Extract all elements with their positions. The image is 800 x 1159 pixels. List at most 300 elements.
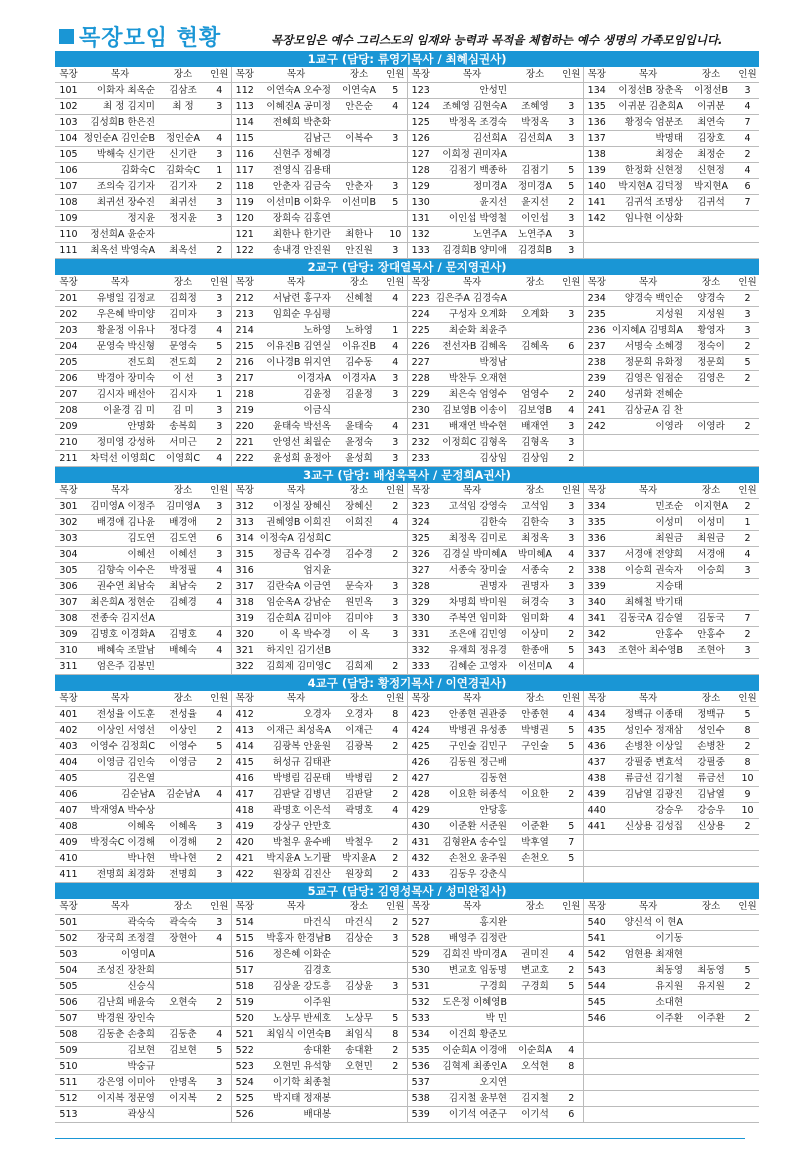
group-number: 307 <box>55 595 82 611</box>
group-number: 546 <box>583 1011 610 1027</box>
leader-names: 강승우 <box>610 803 686 819</box>
member-count: 2 <box>736 291 759 307</box>
column-header: 장소 <box>334 67 384 83</box>
group-number: 406 <box>55 787 82 803</box>
page-title: 목장모임 현황 <box>79 26 222 51</box>
column-header: 인원 <box>736 275 759 291</box>
member-count: 2 <box>384 547 407 563</box>
column-header: 목장 <box>583 275 610 291</box>
group-number: 511 <box>55 1075 82 1091</box>
column-header: 인원 <box>384 899 407 915</box>
table-row <box>55 595 759 611</box>
leader-names: 양신석 이 현A <box>610 915 686 931</box>
member-count <box>208 771 231 787</box>
table-row <box>55 1075 759 1091</box>
leader-names: 이요한 허종석 <box>434 787 510 803</box>
group-number: 533 <box>407 1011 434 1027</box>
member-count <box>736 403 759 419</box>
leader-names: 최한나 한기란 <box>258 227 334 243</box>
meeting-place: 장혜신 <box>334 499 384 515</box>
meeting-place: 정인순A <box>158 131 208 147</box>
member-count: 5 <box>560 819 583 835</box>
leader-names: 김동원 정근배 <box>434 755 510 771</box>
leader-names: 류금선 김기철 <box>610 771 686 787</box>
leader-names: 김상윤 강도흥 <box>258 979 334 995</box>
group-number: 214 <box>231 323 258 339</box>
meeting-place <box>686 995 736 1011</box>
member-count <box>384 115 407 131</box>
member-count: 2 <box>208 723 231 739</box>
group-number: 301 <box>55 499 82 515</box>
column-header: 목장 <box>55 899 82 915</box>
meeting-place: 오현민 <box>334 1059 384 1075</box>
member-count: 3 <box>384 387 407 403</box>
column-header: 인원 <box>208 275 231 291</box>
group-number: 427 <box>407 771 434 787</box>
meeting-place: 손병찬 <box>686 739 736 755</box>
column-header: 장소 <box>158 899 208 915</box>
group-number: 232 <box>407 435 434 451</box>
member-count <box>736 579 759 595</box>
district-title-bar <box>55 675 759 692</box>
member-count: 3 <box>208 499 231 515</box>
leader-names: 이지혜A 김명희A <box>610 323 686 339</box>
leader-names: 최옥선 박영숙A <box>82 243 158 259</box>
meeting-place <box>158 947 208 963</box>
meeting-place: 정문희 <box>686 355 736 371</box>
group-number: 508 <box>55 1027 82 1043</box>
meeting-place <box>686 387 736 403</box>
group-number: 440 <box>583 803 610 819</box>
group-number: 506 <box>55 995 82 1011</box>
meeting-place: 오석현 <box>510 1059 560 1075</box>
group-number: 205 <box>55 355 82 371</box>
group-number: 341 <box>583 611 610 627</box>
group-number: 222 <box>231 451 258 467</box>
meeting-place <box>686 1075 736 1091</box>
leader-names: 박재영A 박수상 <box>82 803 158 819</box>
member-count <box>560 291 583 307</box>
leader-names: 박찬두 오재현 <box>434 371 510 387</box>
group-number: 215 <box>231 339 258 355</box>
column-header: 장소 <box>334 275 384 291</box>
column-header: 목장 <box>407 691 434 707</box>
member-count: 3 <box>208 867 231 883</box>
district-title-bar <box>55 259 759 276</box>
member-count: 3 <box>208 419 231 435</box>
meeting-place: 박나현 <box>158 851 208 867</box>
member-count <box>384 963 407 979</box>
group-number: 102 <box>55 99 82 115</box>
group-number: 332 <box>407 643 434 659</box>
leader-names: 배경애 김나윤 <box>82 515 158 531</box>
meeting-place <box>686 931 736 947</box>
group-number: 203 <box>55 323 82 339</box>
group-number <box>583 1075 610 1091</box>
column-header: 장소 <box>158 67 208 83</box>
member-count: 4 <box>208 643 231 659</box>
group-number: 140 <box>583 179 610 195</box>
leader-names: 김시자 배선아 <box>82 387 158 403</box>
table-row <box>55 723 759 739</box>
meeting-place: 최임식 <box>334 1027 384 1043</box>
group-number: 207 <box>55 387 82 403</box>
group-number: 309 <box>55 627 82 643</box>
table-row <box>55 627 759 643</box>
leader-names: 이영금 김인숙 <box>82 755 158 771</box>
table-row <box>55 995 759 1011</box>
member-count: 2 <box>384 915 407 931</box>
leader-names: 김은주A 김경숙A <box>434 291 510 307</box>
member-count: 3 <box>208 403 231 419</box>
meeting-place: 강필중 <box>686 755 736 771</box>
member-count: 3 <box>560 419 583 435</box>
meeting-place: 김동국 <box>686 611 736 627</box>
group-number: 510 <box>55 1059 82 1075</box>
leader-names: 송내경 안진원 <box>258 243 334 259</box>
group-number: 230 <box>407 403 434 419</box>
leader-names: 김란숙A 이금연 <box>258 579 334 595</box>
meeting-place: 박정옥 <box>510 115 560 131</box>
member-count: 3 <box>384 371 407 387</box>
member-count <box>560 147 583 163</box>
meeting-place: 이귀분 <box>686 99 736 115</box>
member-count: 4 <box>736 547 759 563</box>
leader-names: 서남련 홍구자 <box>258 291 334 307</box>
leader-names: 이건희 황준모 <box>434 1027 510 1043</box>
meeting-place <box>510 291 560 307</box>
member-count: 2 <box>384 1059 407 1075</box>
leader-names: 손병찬 이상일 <box>610 739 686 755</box>
leader-names: 이성미 <box>610 515 686 531</box>
leader-names: 이주환 <box>610 1011 686 1027</box>
meeting-place: 이영금 <box>158 755 208 771</box>
meeting-place: 조혜영 <box>510 99 560 115</box>
leader-names: 유재희 정유경 <box>434 643 510 659</box>
member-count <box>736 931 759 947</box>
member-count: 2 <box>208 435 231 451</box>
member-count <box>736 1059 759 1075</box>
meeting-place <box>686 1027 736 1043</box>
member-count: 5 <box>560 643 583 659</box>
leader-names: 이영미A <box>82 947 158 963</box>
meeting-place: 임미화 <box>510 611 560 627</box>
leader-names: 김난희 배윤숙 <box>82 995 158 1011</box>
meeting-place: 이승희 <box>686 563 736 579</box>
leader-names: 최정옥 김미로 <box>434 531 510 547</box>
group-number: 120 <box>231 211 258 227</box>
column-header: 인원 <box>208 67 231 83</box>
member-count <box>208 115 231 131</box>
member-count <box>384 403 407 419</box>
group-number: 437 <box>583 755 610 771</box>
column-header: 인원 <box>736 691 759 707</box>
meeting-place: 이성미 <box>686 515 736 531</box>
member-count: 3 <box>384 451 407 467</box>
leader-names: 이영수 김정희C <box>82 739 158 755</box>
leader-names: 전종숙 김지선A <box>82 611 158 627</box>
meeting-place: 이영희C <box>158 451 208 467</box>
leader-names: 이승희 권숙자 <box>610 563 686 579</box>
meeting-place: 김미자 <box>158 307 208 323</box>
member-count: 2 <box>736 499 759 515</box>
group-number: 521 <box>231 1027 258 1043</box>
leader-names: 곽숙숙 <box>82 915 158 931</box>
column-header: 목자 <box>610 899 686 915</box>
member-count: 5 <box>560 979 583 995</box>
member-count: 2 <box>208 835 231 851</box>
meeting-place: 신기란 <box>158 147 208 163</box>
leader-names: 차명희 박미원 <box>434 595 510 611</box>
district-title-bar <box>55 51 759 67</box>
leader-names: 이정숙A 김성희C <box>258 531 334 547</box>
member-count: 4 <box>736 163 759 179</box>
meeting-place: 엄영수 <box>510 387 560 403</box>
column-header: 인원 <box>560 691 583 707</box>
group-number: 109 <box>55 211 82 227</box>
member-count: 2 <box>208 515 231 531</box>
member-count <box>736 1091 759 1107</box>
meeting-place: 김윤정 <box>334 387 384 403</box>
group-number: 534 <box>407 1027 434 1043</box>
group-number: 212 <box>231 291 258 307</box>
leader-names: 박숭규 <box>82 1059 158 1075</box>
group-number: 210 <box>55 435 82 451</box>
meeting-place: 이영라 <box>686 419 736 435</box>
column-header: 목장 <box>407 483 434 499</box>
leader-names: 김경호 <box>258 963 334 979</box>
group-number: 220 <box>231 419 258 435</box>
group-number: 343 <box>583 643 610 659</box>
member-count: 2 <box>736 627 759 643</box>
leader-names: 최정순 <box>610 147 686 163</box>
leader-names: 임나현 이상화 <box>610 211 686 227</box>
group-number: 501 <box>55 915 82 931</box>
group-number: 402 <box>55 723 82 739</box>
member-count: 2 <box>560 387 583 403</box>
group-number: 424 <box>407 723 434 739</box>
leader-names: 김영은 임점순 <box>610 371 686 387</box>
district-title: 3교구 (담당: 배성욱목사 / 문정희A권사) <box>55 467 759 484</box>
column-header: 인원 <box>384 275 407 291</box>
meeting-place: 윤성희 <box>334 451 384 467</box>
column-header-row <box>55 275 759 291</box>
meeting-place: 노하영 <box>334 323 384 339</box>
meeting-place: 안홍수 <box>686 627 736 643</box>
leader-names: 곽상식 <box>82 1107 158 1123</box>
group-number: 428 <box>407 787 434 803</box>
leader-names: 전혜희 박춘화 <box>258 115 334 131</box>
meeting-place <box>334 819 384 835</box>
meeting-place: 김희정 <box>158 291 208 307</box>
district-title: 2교구 (담당: 장대열목사 / 문지영권사) <box>55 259 759 276</box>
meeting-place: 송대환 <box>334 1043 384 1059</box>
meeting-place <box>510 867 560 883</box>
group-number: 319 <box>231 611 258 627</box>
member-count <box>736 595 759 611</box>
leader-names: 김귀석 조명상 <box>610 195 686 211</box>
meeting-place: 최원금 <box>686 531 736 547</box>
member-count <box>736 211 759 227</box>
meeting-place: 김혜경 <box>158 595 208 611</box>
column-header: 목장 <box>55 483 82 499</box>
member-count: 4 <box>560 659 583 675</box>
group-number: 209 <box>55 419 82 435</box>
table-row <box>55 771 759 787</box>
meeting-place <box>510 755 560 771</box>
meeting-place: 김상임 <box>510 451 560 467</box>
meeting-place: 황영자 <box>686 323 736 339</box>
member-count <box>208 963 231 979</box>
district-title: 1교구 (담당: 류영기목사 / 최혜심권사) <box>55 51 759 67</box>
member-count: 2 <box>384 659 407 675</box>
leader-names: 이순희A 이경애 <box>434 1043 510 1059</box>
member-count: 3 <box>560 515 583 531</box>
group-number <box>583 243 610 259</box>
meeting-place: 이영수 <box>158 739 208 755</box>
member-count <box>208 1107 231 1123</box>
meeting-place: 최정옥 <box>510 531 560 547</box>
group-number: 241 <box>583 403 610 419</box>
leader-names: 이혜진A 공미정 <box>258 99 334 115</box>
group-number: 412 <box>231 707 258 723</box>
group-number: 141 <box>583 195 610 211</box>
member-count: 4 <box>208 931 231 947</box>
leader-names: 엄지윤 <box>258 563 334 579</box>
member-count: 1 <box>736 515 759 531</box>
meeting-place <box>334 643 384 659</box>
group-number: 543 <box>583 963 610 979</box>
meeting-place: 안은순 <box>334 99 384 115</box>
column-header: 목장 <box>583 483 610 499</box>
member-count: 3 <box>384 611 407 627</box>
member-count <box>736 947 759 963</box>
group-number: 537 <box>407 1075 434 1091</box>
table-row <box>55 499 759 515</box>
leader-names: 노상무 반세호 <box>258 1011 334 1027</box>
column-header: 장소 <box>158 483 208 499</box>
meeting-place: 박미혜A <box>510 547 560 563</box>
group-number: 523 <box>231 1059 258 1075</box>
member-count: 3 <box>208 291 231 307</box>
member-count: 4 <box>560 707 583 723</box>
column-header: 목자 <box>434 899 510 915</box>
group-number: 536 <box>407 1059 434 1075</box>
group-number: 240 <box>583 387 610 403</box>
meeting-place <box>158 227 208 243</box>
member-count <box>560 371 583 387</box>
meeting-place <box>510 147 560 163</box>
group-number: 540 <box>583 915 610 931</box>
member-count <box>736 227 759 243</box>
meeting-place <box>158 963 208 979</box>
column-header: 장소 <box>510 691 560 707</box>
group-number: 529 <box>407 947 434 963</box>
meeting-place: 김점기 <box>510 163 560 179</box>
member-count: 5 <box>560 179 583 195</box>
column-header: 목장 <box>55 691 82 707</box>
table-row <box>55 659 759 675</box>
group-number: 227 <box>407 355 434 371</box>
member-count <box>560 867 583 883</box>
group-number: 225 <box>407 323 434 339</box>
leader-names: 조의숙 김기자 <box>82 179 158 195</box>
member-count: 4 <box>736 99 759 115</box>
table-row <box>55 931 759 947</box>
group-number <box>583 1091 610 1107</box>
meeting-place: 곽명호 <box>334 803 384 819</box>
leader-names: 박해숙 신기란 <box>82 147 158 163</box>
column-header: 목자 <box>82 275 158 291</box>
group-number: 407 <box>55 803 82 819</box>
member-count: 2 <box>560 195 583 211</box>
leader-names: 송대환 <box>258 1043 334 1059</box>
meeting-place: 최한나 <box>334 227 384 243</box>
column-header: 장소 <box>510 483 560 499</box>
group-number: 331 <box>407 627 434 643</box>
member-count <box>384 1075 407 1091</box>
leader-names: 박 민 <box>434 1011 510 1027</box>
meeting-place: 한종애 <box>510 643 560 659</box>
leader-names: 김남근 <box>258 131 334 147</box>
member-count: 3 <box>384 243 407 259</box>
group-number: 201 <box>55 291 82 307</box>
member-count: 4 <box>208 563 231 579</box>
leader-names: 김동국A 김승열 <box>610 611 686 627</box>
member-count: 1 <box>208 387 231 403</box>
meeting-place: 이지복 <box>158 1091 208 1107</box>
group-number: 302 <box>55 515 82 531</box>
leader-names: 김보현 <box>82 1043 158 1059</box>
leader-names: 안당홍 <box>434 803 510 819</box>
member-count: 4 <box>208 83 231 99</box>
meeting-place: 문영숙 <box>158 339 208 355</box>
group-number: 322 <box>231 659 258 675</box>
leader-names: 이기학 최종철 <box>258 1075 334 1091</box>
group-number: 317 <box>231 579 258 595</box>
group-number: 516 <box>231 947 258 963</box>
meeting-place: 오계화 <box>510 307 560 323</box>
group-number: 303 <box>55 531 82 547</box>
leader-names: 임순옥A 강남순 <box>258 595 334 611</box>
member-count: 2 <box>384 499 407 515</box>
meeting-place <box>686 579 736 595</box>
group-number: 314 <box>231 531 258 547</box>
group-number <box>583 835 610 851</box>
member-count <box>736 435 759 451</box>
meeting-place: 김선희A <box>510 131 560 147</box>
column-header: 목자 <box>82 691 158 707</box>
member-count: 3 <box>208 307 231 323</box>
leader-names: 이선미B 이화우 <box>258 195 334 211</box>
member-count: 4 <box>208 707 231 723</box>
group-number: 429 <box>407 803 434 819</box>
member-count: 2 <box>384 835 407 851</box>
meeting-place: 성인수 <box>686 723 736 739</box>
table-row <box>55 835 759 851</box>
meeting-place: 이인섭 <box>510 211 560 227</box>
meeting-place: 원민옥 <box>334 595 384 611</box>
table-row <box>55 435 759 451</box>
member-count: 3 <box>384 931 407 947</box>
member-count: 2 <box>736 819 759 835</box>
group-number: 308 <box>55 611 82 627</box>
member-count <box>560 931 583 947</box>
meeting-place <box>510 371 560 387</box>
meeting-place: 오경자 <box>334 707 384 723</box>
member-count: 4 <box>560 403 583 419</box>
leader-names: 마건식 <box>258 915 334 931</box>
